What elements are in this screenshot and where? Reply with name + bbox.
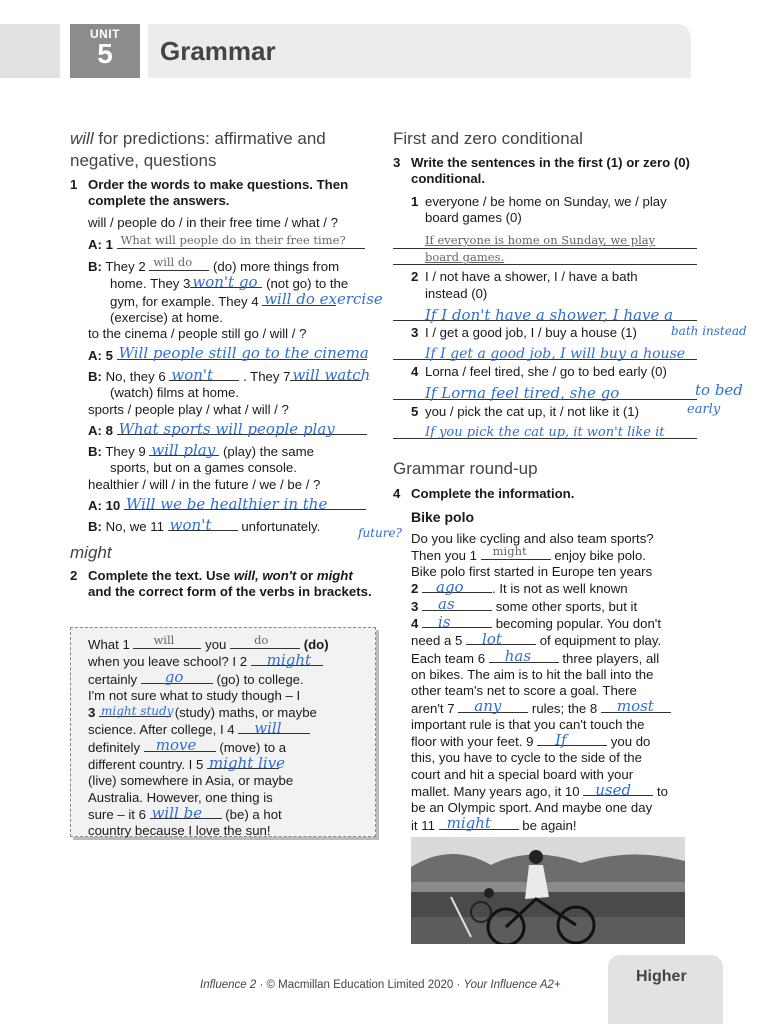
text-row	[411, 814, 723, 834]
unit-label: UNIT	[90, 27, 120, 41]
answer-blank[interactable]	[439, 814, 519, 833]
handwritten-answer: might study	[101, 703, 174, 718]
text-row	[88, 668, 373, 688]
answer-line[interactable]	[393, 341, 697, 363]
item-1: 1 everyone / be home on Sunday, we / play	[411, 193, 667, 209]
answer-row: A: 8 What sports will people play	[70, 422, 380, 439]
answer-row	[70, 516, 402, 541]
text: when you leave school? I 2	[88, 654, 248, 670]
text-row: Bike polo first started in Europe ten years	[411, 564, 653, 580]
answer-row	[70, 365, 380, 385]
instruction: will, won't	[233, 568, 297, 583]
text: (go) to college.	[216, 671, 304, 687]
text-row: sports, but on a games console.	[110, 460, 297, 476]
handwritten-answer: go	[164, 668, 184, 687]
prompt: to the cinema / people still go / will / ?	[88, 326, 307, 342]
handwritten-answer: won't go	[192, 273, 258, 292]
text: (do)	[303, 637, 329, 652]
item-1-cont	[393, 210, 723, 226]
instruction: and the correct form of the verbs in brackets.	[88, 584, 372, 600]
section-title-rest: for predictions: affirmative and	[93, 129, 326, 148]
text: (be) a hot	[225, 806, 282, 822]
text-row	[88, 704, 373, 721]
handwritten-answer: has	[504, 647, 532, 666]
answer-blank[interactable]	[99, 703, 174, 718]
answer-blank[interactable]	[481, 543, 551, 560]
answer-blank[interactable]	[466, 630, 536, 649]
text-row	[411, 697, 723, 717]
handwritten-answer: most	[616, 697, 654, 716]
section-will-predictions	[70, 128, 370, 172]
prompt: Lorna / feel tired, she / go to bed early (0)	[425, 364, 667, 380]
handwritten-answer: early	[687, 401, 721, 417]
answer-blank[interactable]	[141, 668, 213, 687]
text: definitely	[88, 739, 141, 755]
answer-line[interactable]	[393, 249, 697, 265]
exercise-number: 2	[70, 568, 78, 583]
copyright-text: · © Macmillan Education Limited 2020 ·	[256, 979, 464, 991]
speaker-label: B:	[88, 519, 102, 535]
text-row	[411, 543, 723, 564]
answer-blank[interactable]	[238, 719, 310, 738]
prompt: you / pick the cat up, it / not like it (1)	[425, 403, 640, 419]
handwritten-answer: If Lorna feel tired, she go	[425, 384, 620, 403]
text: gym, for example. They 4	[110, 293, 259, 309]
exercise-1	[70, 177, 402, 541]
handwritten-answer: might	[446, 814, 491, 833]
text: to	[656, 784, 668, 800]
text: be again!	[522, 817, 577, 833]
text: floor with your feet. 9	[411, 734, 534, 750]
level-label: Higher	[636, 968, 687, 985]
handwritten-answer: will watch	[292, 365, 371, 384]
exercise-4	[393, 486, 723, 834]
speaker-label: B:	[88, 444, 102, 460]
instruction: or	[296, 568, 317, 583]
text: becoming popular. You don't	[495, 616, 661, 632]
book-title: Influence 2	[200, 979, 257, 991]
exercise-number: 4	[393, 486, 401, 501]
text: (play) the same	[223, 444, 314, 460]
text-row: Australia. However, one thing is	[88, 789, 273, 805]
section-might: might	[70, 543, 112, 562]
instruction: complete the answers.	[88, 193, 230, 209]
text-row	[88, 721, 373, 738]
answer-blank[interactable]	[290, 365, 371, 384]
text: 3	[411, 598, 419, 614]
text: 3	[88, 705, 96, 721]
text: science. After college, I 4	[88, 722, 235, 738]
text: rules; the 8	[531, 700, 598, 716]
prompt: everyone / be home on Sunday, we / play	[425, 193, 667, 209]
handwritten-answer: If I don't have a shower, I have a	[425, 305, 674, 324]
bike-polo-photo	[411, 837, 685, 944]
text: of equipment to play.	[539, 633, 662, 649]
article-text	[393, 531, 723, 834]
text: . They 7	[243, 368, 291, 384]
answer-text: What will people do in their free time?	[120, 232, 346, 247]
text-row	[411, 780, 723, 800]
answer-blank[interactable]	[537, 730, 607, 749]
handwritten-answer: any	[474, 697, 502, 716]
instruction: conditional.	[411, 171, 485, 187]
text-row	[88, 753, 373, 773]
handwritten-answer: used	[595, 780, 632, 799]
answer-blank[interactable]	[149, 440, 219, 459]
handwritten-answer: will be	[151, 803, 203, 822]
answer-blank[interactable]	[230, 632, 300, 649]
text: mallet. Many years ago, it 10	[411, 784, 580, 800]
text: enjoy bike polo.	[554, 547, 646, 563]
instruction: Order the words to make questions. Then	[88, 177, 349, 192]
section-round-up: Grammar round-up	[393, 459, 538, 478]
text-row: (watch) films at home.	[110, 385, 239, 401]
item-4: 4 Lorna / feel tired, she / go to bed early (0)	[411, 364, 667, 380]
text: 4	[411, 616, 419, 632]
answer-blank[interactable]	[583, 780, 653, 799]
exercise-number: 3	[393, 155, 401, 170]
text-row	[411, 580, 723, 597]
answer-line[interactable]	[393, 381, 743, 403]
answer-blank[interactable]	[117, 344, 369, 363]
answer-text: do	[254, 632, 269, 647]
handwritten-answer: is	[438, 612, 451, 631]
footer-copyright	[200, 979, 561, 991]
text: . It is not as well known	[492, 581, 628, 597]
instruction: Complete the information.	[411, 486, 575, 501]
handwritten-answer: will	[254, 719, 282, 738]
answer-blank[interactable]	[124, 494, 366, 513]
answer-blank[interactable]	[190, 273, 262, 292]
answer-blank[interactable]	[422, 595, 492, 614]
text: (do) more things from	[213, 259, 340, 275]
text: different country. I 5	[88, 757, 204, 773]
text: it 11	[411, 817, 435, 833]
handwritten-answer: What sports will people play	[118, 419, 335, 438]
text-row	[411, 730, 723, 750]
handwritten-answer: lot	[482, 630, 502, 649]
book-edition: Your Influence A2+	[463, 979, 561, 991]
text: need a 5	[411, 633, 463, 649]
header-left-strip	[0, 24, 60, 78]
section-title-line2: negative, questions	[70, 151, 217, 170]
text-row	[88, 803, 373, 823]
text-row: Do you like cycling and also team sports?	[411, 530, 654, 546]
text-row: important rule is that you can't touch the	[411, 716, 645, 732]
handwritten-answer: will do exercise	[264, 290, 383, 309]
handwritten-answer: bath instead	[671, 324, 747, 339]
answer-line[interactable]	[393, 232, 697, 249]
answer-blank[interactable]	[169, 365, 239, 384]
article-heading: Bike polo	[411, 509, 475, 526]
answer-blank[interactable]	[117, 419, 367, 438]
text-row: country because I love the sun!	[88, 823, 271, 839]
answer-blank[interactable]	[168, 516, 238, 535]
answer-blank[interactable]	[601, 697, 671, 716]
text-row: (exercise) at home.	[110, 310, 223, 326]
exercise-2-instructions	[70, 568, 385, 601]
unit-badge	[70, 24, 140, 78]
prompt: I / get a good job, I / buy a house (1)	[425, 325, 637, 341]
unit-number: 5	[97, 38, 113, 69]
handwritten-answer: won't	[169, 516, 212, 535]
text: 2	[411, 581, 419, 597]
answer-blank[interactable]	[251, 651, 323, 669]
handwritten-answer: as	[438, 595, 455, 614]
text: Then you 1	[411, 547, 477, 563]
text: some other sports, but it	[495, 598, 638, 614]
prompt: healthier / will / in the future / we / be / ?	[88, 476, 321, 492]
answer-blank[interactable]	[458, 697, 528, 716]
answer-blank[interactable]	[150, 803, 222, 822]
item-3: 3 I / get a good job, I / buy a house (1) bath instead	[411, 324, 747, 341]
text: They 9	[105, 444, 146, 460]
prompt: I / not have a shower, I / have a bath	[425, 269, 638, 285]
text: Each team 6	[411, 650, 486, 666]
handwritten-answer: might live	[209, 753, 286, 772]
text: home. They 3	[110, 276, 191, 292]
exercise-2-text	[88, 632, 373, 840]
level-tab	[608, 955, 723, 1024]
speaker-label: B:	[88, 368, 102, 384]
handwritten-answer: Will we be healthier in the	[125, 494, 328, 513]
item-2: 2 I / not have a shower, I / have a bath	[411, 269, 638, 285]
text: three players, all	[562, 650, 660, 666]
text: sure – it 6	[88, 806, 146, 822]
text: (study) maths, or maybe	[174, 705, 317, 721]
text-row	[88, 653, 373, 670]
text: No, they 6	[105, 368, 166, 384]
section-title-word: will	[70, 129, 94, 148]
handwritten-answer: to bed	[695, 381, 743, 400]
text: (move) to a	[219, 739, 287, 755]
exercise-number: 1	[70, 177, 78, 192]
answer-row: A: 5 Will people still go to the cinema	[88, 344, 369, 363]
answer-blank[interactable]	[149, 254, 209, 271]
text-row	[70, 290, 383, 310]
section-conditionals: First and zero conditional	[393, 129, 583, 148]
text-row: on bikes. The aim is to hit the ball into the	[411, 666, 654, 682]
text-row: be an Olympic sport. And maybe one day	[411, 800, 653, 816]
bike-polo-illustration	[411, 837, 685, 944]
text: No, we 11	[105, 519, 164, 535]
answer-line[interactable]	[393, 302, 697, 324]
handwritten-answer: Will people still go to the cinema	[118, 344, 369, 363]
text-row	[411, 647, 723, 667]
prompt: instead (0)	[425, 285, 488, 301]
handwritten-answer: might	[266, 651, 312, 669]
answer-text: will	[153, 632, 175, 647]
answer-blank[interactable]	[144, 736, 216, 755]
answer-blank[interactable]	[133, 632, 201, 649]
item-5: 5 you / pick the cat up, it / not like it (1) early	[411, 401, 721, 419]
instruction: might	[316, 568, 353, 583]
text: you do	[610, 734, 651, 750]
item-2-cont	[393, 286, 723, 302]
text-row	[411, 612, 723, 632]
answer-text: board games.	[425, 250, 505, 265]
handwritten-answer: If	[555, 730, 567, 749]
instruction: Write the sentences in the first (1) or zero (0)	[411, 155, 690, 170]
answer-line[interactable]	[393, 420, 697, 439]
text-row: this, you have to cycle to the side of the	[411, 750, 642, 766]
text-row: I'm not sure what to study though – I	[88, 687, 301, 703]
text-row	[411, 632, 723, 649]
text: aren't 7	[411, 700, 455, 716]
handwritten-answer: won't	[171, 365, 214, 384]
handwritten-answer: future?	[358, 526, 402, 541]
answer-text: will do	[153, 254, 193, 269]
answer-blank[interactable]	[422, 612, 492, 631]
answer-row: A: 1 What will people do in their free time?	[70, 236, 380, 253]
prompt: will / people do / in their free time / what / ?	[88, 214, 338, 230]
answer-row	[70, 440, 380, 460]
answer-blank[interactable]	[117, 232, 365, 249]
handwritten-answer: will play	[151, 440, 216, 459]
prompt: sports / people play / what / will / ?	[88, 401, 289, 417]
handwritten-answer: ago	[436, 578, 464, 597]
text-row	[411, 595, 723, 615]
answer-row: A: 10 Will we be healthier in the	[70, 497, 380, 514]
text: They 2	[105, 259, 146, 275]
text: unfortunately.	[241, 519, 321, 535]
handwritten-answer: move	[155, 736, 197, 755]
page-title: Grammar	[160, 36, 276, 66]
text-row: court and hit a special board with your	[411, 766, 634, 782]
answer-text: If everyone is home on Sunday, we play	[425, 233, 656, 248]
handwritten-answer: If you pick the cat up, it won't like it	[425, 424, 665, 440]
text-row	[88, 632, 373, 653]
instruction: Complete the text. Use	[88, 568, 234, 583]
text: certainly	[88, 671, 138, 687]
handwritten-answer: If I get a good job, I will buy a house	[425, 346, 686, 363]
speaker-label: B:	[88, 259, 102, 275]
answer-blank[interactable]	[262, 290, 383, 309]
answer-blank[interactable]	[422, 578, 492, 597]
text: What 1	[88, 637, 130, 652]
text-row: other team's net to score a goal. There	[411, 683, 637, 699]
text: (not go) to the	[266, 276, 349, 292]
answer-blank[interactable]	[207, 753, 286, 772]
prompt: board games (0)	[425, 209, 522, 225]
answer-text: might	[492, 543, 527, 558]
exercise-3	[393, 155, 747, 440]
text-row: (live) somewhere in Asia, or maybe	[88, 773, 294, 789]
answer-blank[interactable]	[489, 647, 559, 666]
text: you	[205, 637, 227, 652]
